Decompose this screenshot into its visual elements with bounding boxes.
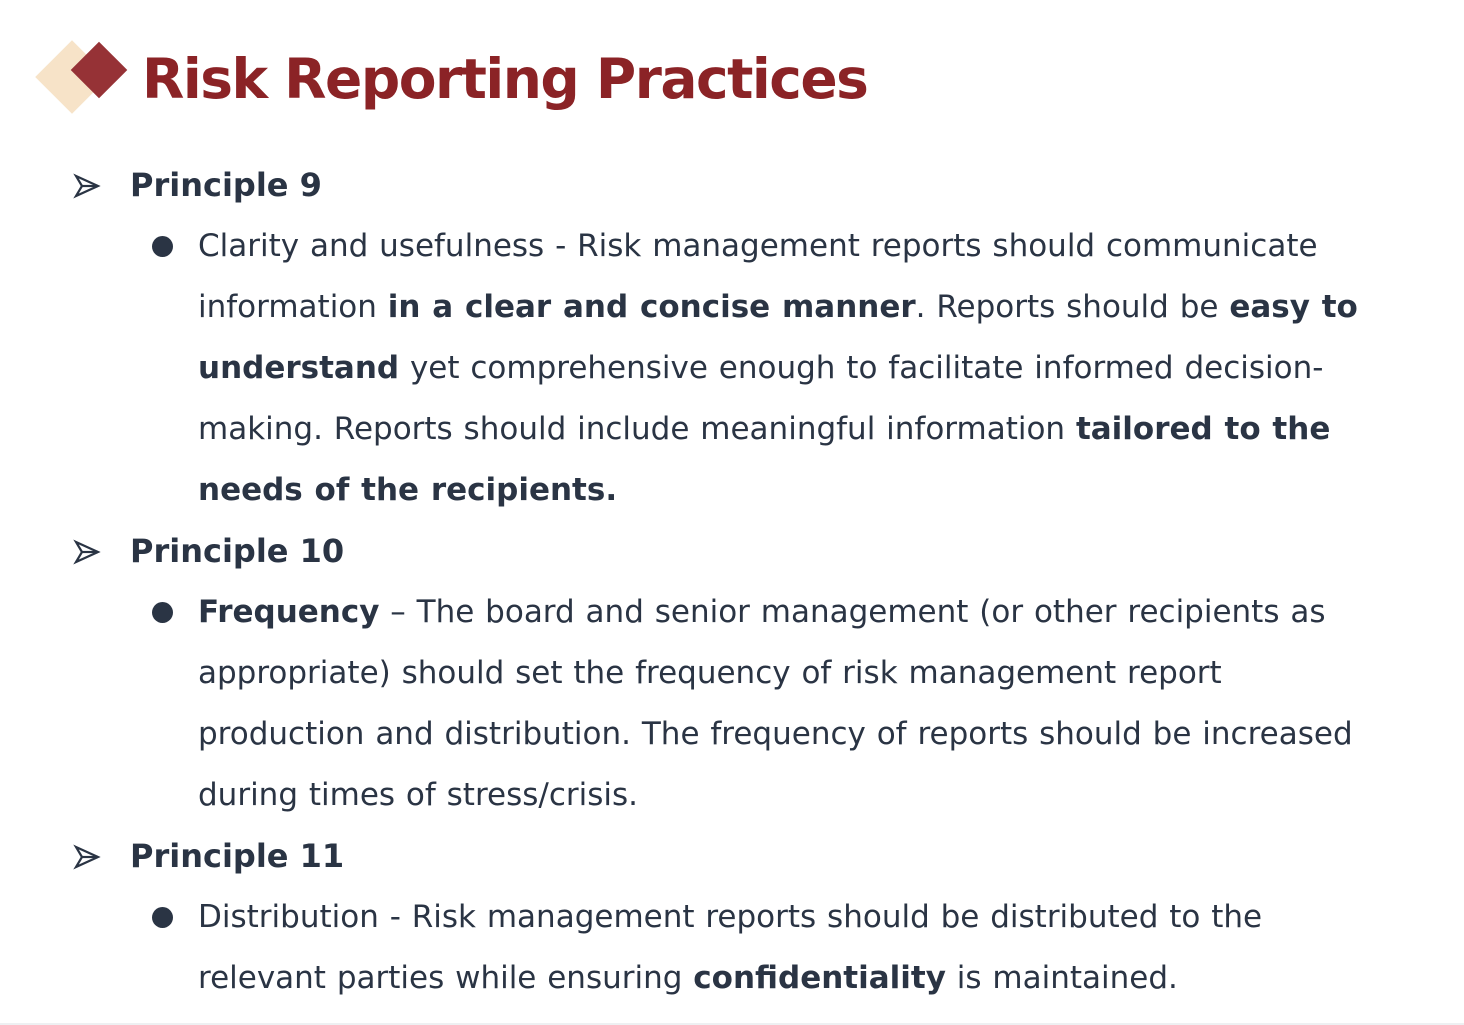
arrowhead-bullet-icon — [72, 826, 102, 887]
principle-item — [0, 216, 1464, 521]
bold-text-segment: confidentiality — [693, 960, 946, 996]
filled-circle-bullet-icon — [152, 907, 173, 928]
text-segment: is maintained. — [945, 960, 1178, 996]
filled-circle-bullet-icon — [152, 602, 173, 623]
principle-label: Principle 9 — [130, 166, 322, 204]
text-segment: Distribution - Risk management reports should be distributed to the relevant parties while ensuring — [198, 899, 1263, 996]
principle-label: Principle 10 — [130, 532, 345, 570]
principle-item-text — [198, 582, 1398, 826]
principle-heading-9 — [0, 155, 1464, 216]
principle-label: Principle 11 — [130, 837, 345, 875]
bold-text-segment: easy to understand — [198, 289, 1358, 386]
page-title: Risk Reporting Practices — [142, 47, 868, 111]
arrowhead-bullet-icon — [72, 521, 102, 582]
principle-item-text — [198, 887, 1398, 1009]
principle-item — [0, 582, 1464, 826]
principle-heading-10 — [0, 521, 1464, 582]
arrowhead-bullet-icon — [72, 155, 102, 216]
bold-text-segment: in a clear and concise manner — [387, 289, 916, 325]
bold-text-segment: tailored to the needs of the recipients. — [198, 411, 1331, 508]
text-segment: . Reports should be — [915, 289, 1230, 325]
filled-circle-bullet-icon — [152, 236, 173, 257]
text-segment: Clarity and usefulness - Risk management reports should communicate information — [198, 228, 1318, 325]
text-segment: – The board and senior management (or other recipients as appropriate) should set the frequency of risk management report production and distribution. The frequency of reports should be increased during times of stress/crisis. — [198, 594, 1353, 813]
principle-item — [0, 887, 1464, 1009]
title-bar — [18, 38, 1018, 118]
bold-text-segment: Frequency — [198, 594, 380, 630]
principles-list — [0, 155, 1464, 1009]
principle-item-text — [198, 216, 1398, 521]
principle-heading-11 — [0, 826, 1464, 887]
text-segment: yet comprehensive enough to facilitate informed decision-making. Reports should include meaningful information — [198, 350, 1324, 447]
